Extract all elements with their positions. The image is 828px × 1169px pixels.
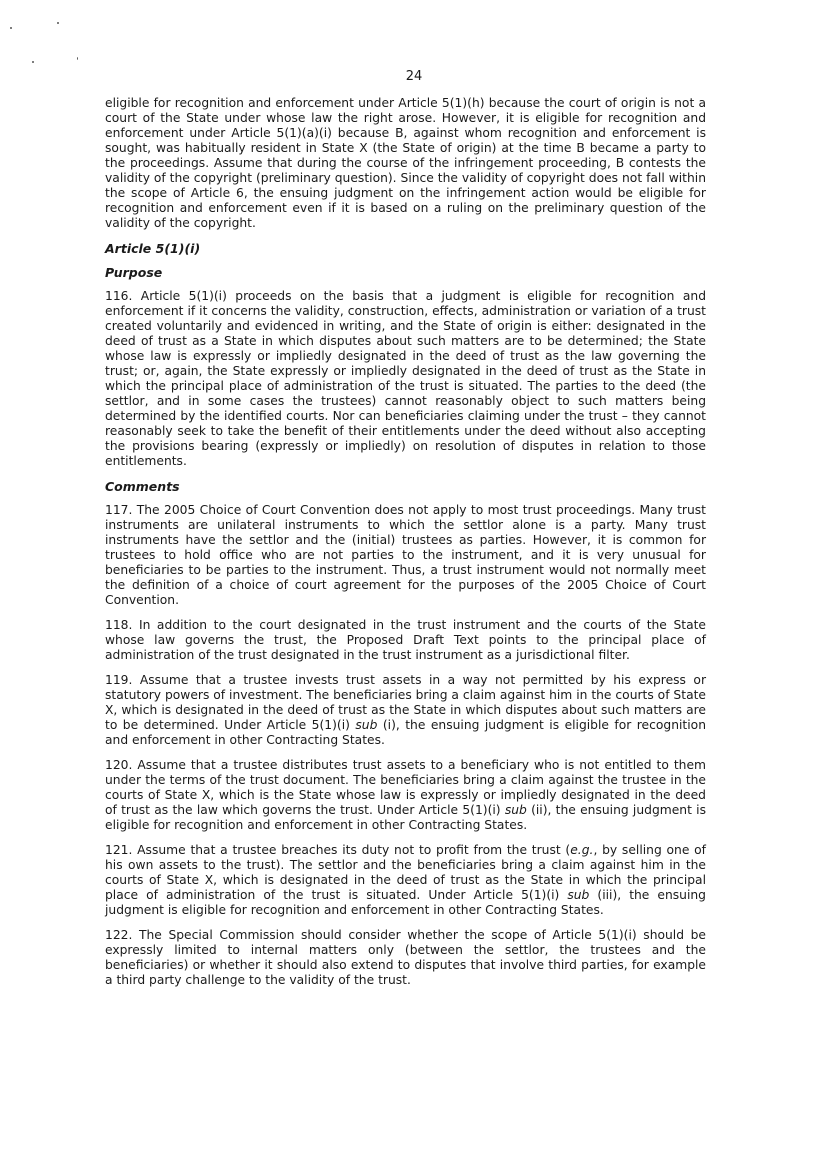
paragraph-121-text-a: 121. Assume that a trustee breaches its duty not to profit from the trust ( [105,843,571,857]
paragraph-116: 116. Article 5(1)(i) proceeds on the basis that a judgment is eligible for recognition and enforcement if it concerns the validity, construction, effects, administration or variation of a trust created voluntarily and evidenced in writing, and the State of origin is either: designated in the deed of trust as a State in which disputes about such matters are to be determined; the State whose law is expressly or impliedly designated in the deed of trust as the law governing the trust; or, again, the State expressly or impliedly designated in the deed of trust as the State in which the principal place of administration of the trust is situated. The parties to the deed (the settlor, and in some cases the trustees) cannot reasonably object to such matters being determined by the identified courts. Nor can beneficiaries claiming under the trust – they cannot reasonably seek to take the benefit of their entitlements under the deed without also accepting the provisions bearing (expressly or impliedly) on resolution of disputes in relation to those entitlements. [105,289,706,468]
paragraph-121-sub: sub [567,888,590,902]
paragraph-121-text-c: (iii), the ensuing judgment is eligible for recognition and enforcement in other Contracting States. [105,888,706,917]
document-body [105,96,706,998]
paragraph-121-text-b: , by selling one of his own assets to the trust). The settlor and the beneficiaries bring a claim against him in the courts of State X, which is designated in the deed of trust as the State in which the principal place of administration of the trust is situated. Under Article 5(1)(i) [105,843,706,902]
paragraph-120-sub: sub [504,803,527,817]
scan-speck [57,22,59,24]
paragraph-120 [105,758,706,833]
paragraph-121-eg: e.g. [570,843,594,857]
paragraph-119-text-a: 119. Assume that a trustee invests trust assets in a way not permitted by his express or statutory powers of investment. The beneficiaries bring a claim against him in the courts of State X, which is designated in the deed of trust as the State in which disputes about such matters are to be determined. Under Article 5(1)(i) [105,673,706,732]
paragraph-intro: eligible for recognition and enforcement under Article 5(1)(h) because the court of origin is not a court of the State under whose law the right arose. However, it is eligible for recognition and enforcement under Article 5(1)(a)(i) because B, against whom recognition and enforcement is sought, was habitually resident in State X (the State of origin) at the time B became a party to the proceedings. Assume that during the course of the infringement proceeding, B contests the validity of the copyright (preliminary question). Since the validity of copyright does not fall within the scope of Article 6, the ensuing judgment on the infringement action would be eligible for recognition and enforcement even if it is based on a ruling on the preliminary question of the validity of the copyright. [105,96,706,230]
paragraph-121 [105,843,706,918]
scan-speck [32,61,34,63]
paragraph-120-text-a: 120. Assume that a trustee distributes trust assets to a beneficiary who is not entitled to them under the terms of the trust document. The beneficiaries bring a claim against the trustee in the courts of State X, which is the State whose law is expressly or impliedly designated in the deed of trust as the law which governs the trust. Under Article 5(1)(i) [105,758,706,817]
scan-speck [77,57,78,60]
paragraph-122: 122. The Special Commission should consider whether the scope of Article 5(1)(i) should be expressly limited to internal matters only (between the settlor, the trustees and the beneficiaries) or whether it should also extend to disputes that involve third parties, for example a third party challenge to the validity of the trust. [105,928,706,987]
heading-purpose: Purpose [105,265,163,280]
paragraph-119-text-b: (i), the ensuing judgment is eligible for recognition and enforcement in other Contracting States. [105,718,706,747]
heading-comments: Comments [105,479,180,494]
paragraph-118: 118. In addition to the court designated in the trust instrument and the courts of the State whose law governs the trust, the Proposed Draft Text points to the principal place of administration of the trust designated in the trust instrument as a jurisdictional filter. [105,618,706,662]
page-number: 24 [405,69,423,84]
paragraph-119 [105,673,706,748]
heading-article-5-1-i: Article 5(1)(i) [105,241,201,256]
paragraph-119-sub: sub [355,718,378,732]
paragraph-117: 117. The 2005 Choice of Court Convention does not apply to most trust proceedings. Many trust instruments are unilateral instruments to which the settlor alone is a party. Many trust instruments have the settlor and the (initial) trustees as parties. However, it is common for trustees to hold office who are not parties to the instrument, and it is very unusual for beneficiaries to be parties to the instrument. Thus, a trust instrument would not normally meet the definition of a choice of court agreement for the purposes of the 2005 Choice of Court Convention. [105,503,706,607]
paragraph-120-text-b: (ii), the ensuing judgment is eligible for recognition and enforcement in other Contracting States. [105,803,706,832]
scan-speck [10,27,12,29]
